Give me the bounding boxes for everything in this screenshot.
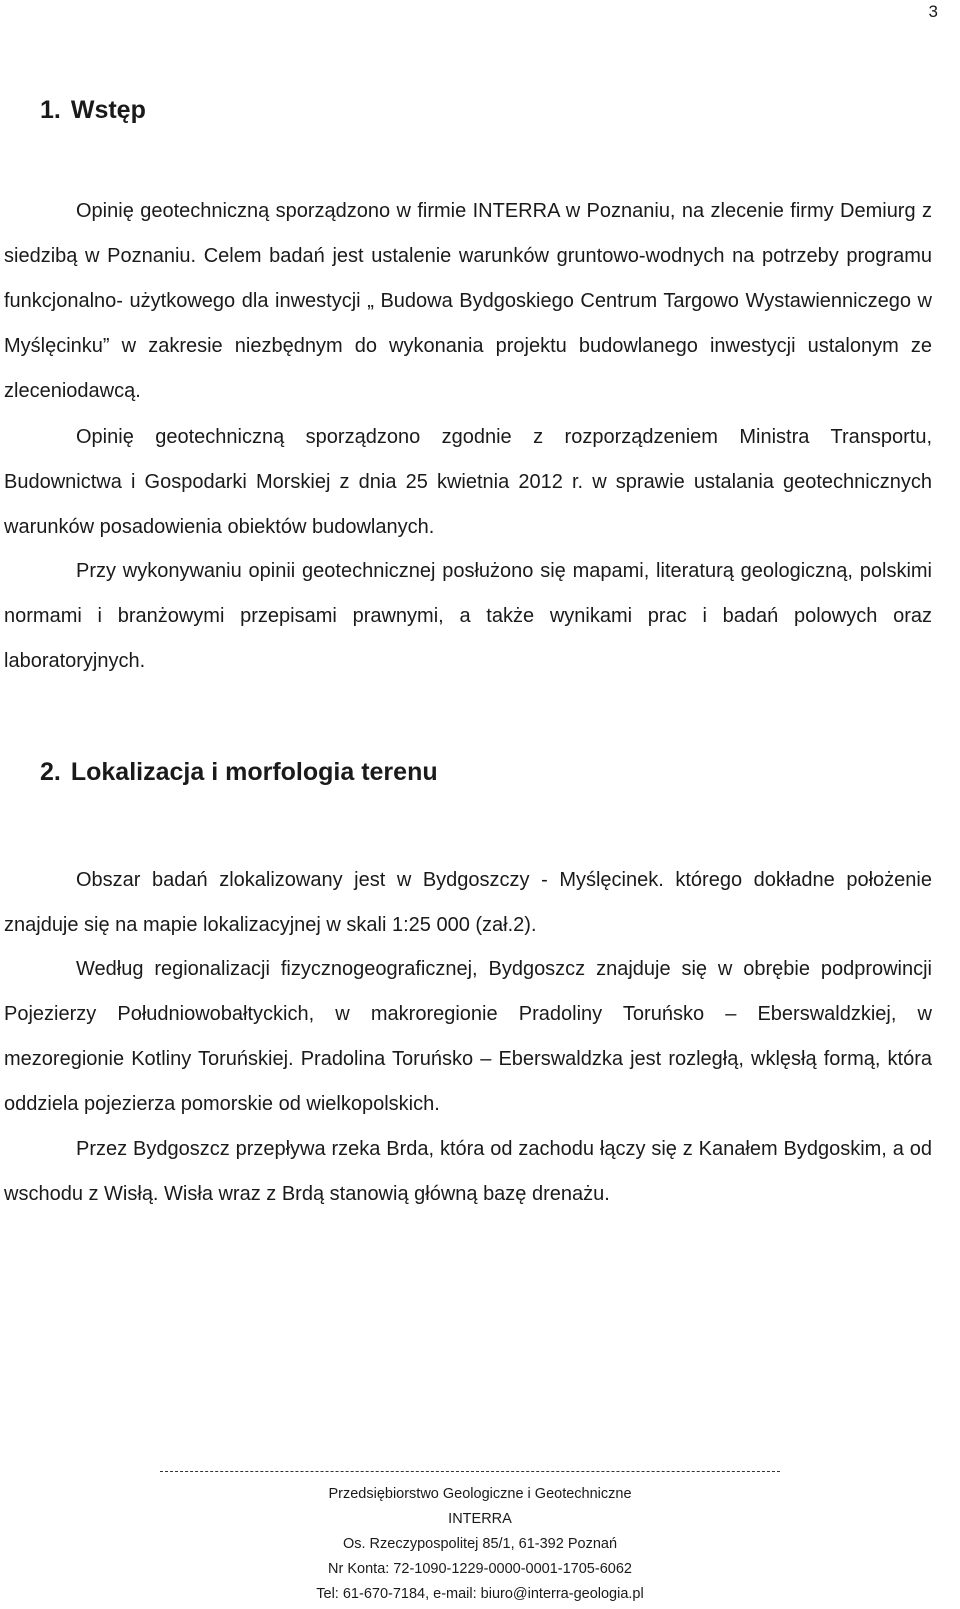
paragraph: Opinię geotechniczną sporządzono zgodnie z rozporządzeniem Ministra Transportu, Budownictwa i Gospodarki Morskiej z dnia 25 kwietnia 2012 r. w sprawie ustalania geotechnicznych warunków posadowienia obiektów budowlanych. (4, 426, 932, 538)
section-title: Wstęp (70, 96, 146, 124)
section-heading-lokalizacja (40, 758, 438, 787)
footer-contact: Tel: 61-670-7184, e-mail: biuro@interra-geologia.pl (316, 1586, 644, 1602)
paragraph: Przez Bydgoszcz przepływa rzeka Brda, która od zachodu łączy się z Kanałem Bydgoskim, a od wschodu z Wisłą. Wisła wraz z Brdą stanowią główną bazę drenażu. (4, 1138, 932, 1205)
paragraph: Według regionalizacji fizycznogeograficznej, Bydgoszcz znajduje się w obrębie podprowincji Pojezierzy Południowobałtyckich, w makroregionie Pradoliny Toruńsko – Eberswaldzkiej, w mezoregionie Kotliny Toruńskiej. Pradolina Toruńsko – Eberswaldzka jest rozległą, wklęsłą formą, która oddziela pojezierza pomorskie od wielkopolskich. (4, 958, 932, 1115)
footer-name: INTERRA (448, 1511, 512, 1527)
section-title: Lokalizacja i morfologia terenu (70, 758, 438, 786)
section-heading-wstep (40, 96, 146, 125)
section-number: 1. (40, 96, 61, 124)
page-number: 3 (928, 2, 938, 21)
paragraph: Obszar badań zlokalizowany jest w Bydgoszczy - Myślęcinek. którego dokładne położenie znajduje się na mapie lokalizacyjnej w skali 1:25 000 (zał.2). (4, 869, 932, 936)
footer-account: Nr Konta: 72-1090-1229-0000-0001-1705-6062 (328, 1561, 632, 1577)
footer-divider (160, 1471, 780, 1472)
paragraph: Przy wykonywaniu opinii geotechnicznej posłużono się mapami, literaturą geologiczną, polskimi normami i branżowymi przepisami prawnymi, a także wynikami prac i badań polowych oraz laboratoryjnych. (4, 560, 932, 672)
footer-address: Os. Rzeczypospolitej 85/1, 61-392 Poznań (342, 1536, 618, 1552)
section-number: 2. (40, 758, 61, 786)
paragraph: Opinię geotechniczną sporządzono w firmie INTERRA w Poznaniu, na zlecenie firmy Demiurg z siedzibą w Poznaniu. Celem badań jest ustalenie warunków gruntowo-wodnych na potrzeby programu funkcjonalno- użytkowego dla inwestycji „ Budowa Bydgoskiego Centrum Targowo Wystawienniczego w Myślęcinku” w zakresie niezbędnym do wykonania projektu budowlanego inwestycji ustalonym ze zleceniodawcą. (4, 200, 932, 402)
footer-company: Przedsiębiorstwo Geologiczne i Geotechniczne (328, 1486, 632, 1502)
footer (0, 1482, 960, 1607)
